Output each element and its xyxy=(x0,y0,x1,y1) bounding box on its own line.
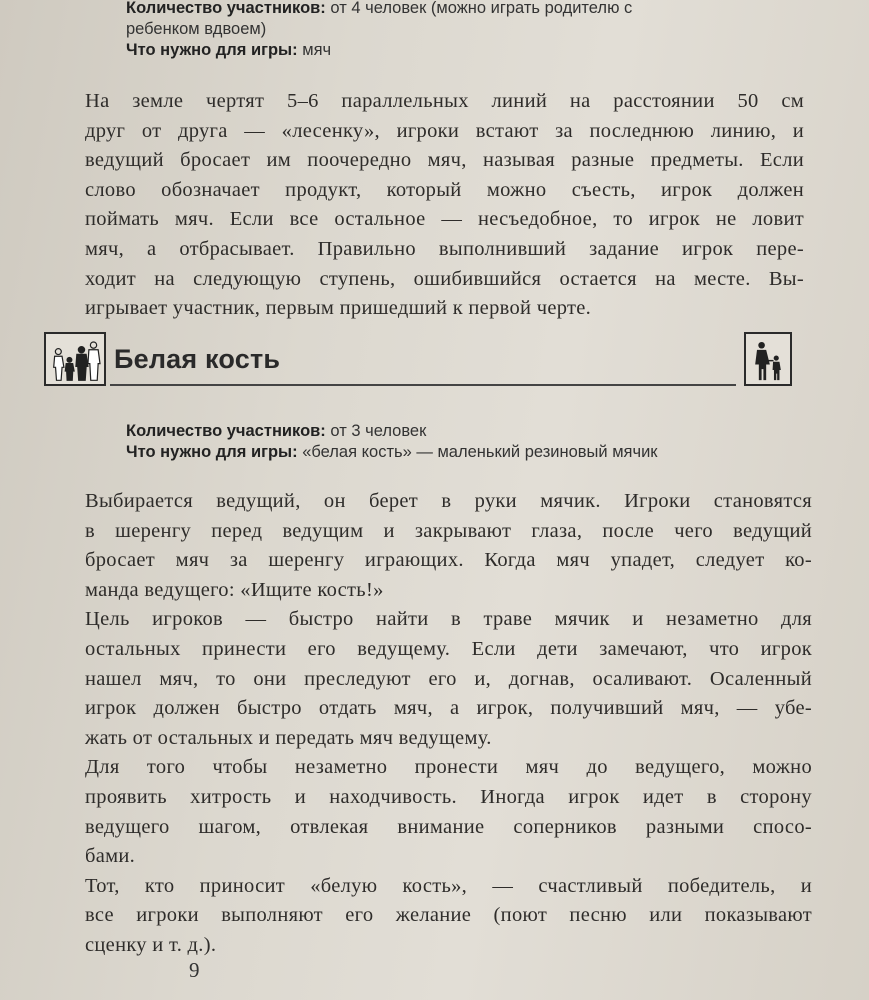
text-line: манда ведущего: «Ищите кость!» xyxy=(85,578,384,601)
text-line: игрок должен быстро отдать мяч, а игрок, получивший мяч, — убе- xyxy=(85,697,812,720)
game-header xyxy=(44,332,794,390)
text-line: Выбирается ведущий, он берет в руки мячик. Игроки становятся xyxy=(85,490,812,512)
game-rules xyxy=(52,487,812,961)
previous-game-rules xyxy=(52,87,804,324)
text-line: сценку и т. д.). xyxy=(85,933,217,956)
text-line: ведущий бросает им поочередно мяч, называя разные предметы. Если xyxy=(85,149,804,172)
participants-line xyxy=(126,421,806,442)
top-needs-label: Что нужно для игры: xyxy=(126,41,298,59)
top-needs-value: мяч xyxy=(302,41,332,59)
participants-value: от 3 человек xyxy=(330,422,427,440)
top-participants-label: Количество участников: xyxy=(126,0,326,17)
top-participants-line xyxy=(126,0,766,19)
text-line: нашел мяч, то они преследуют его и, догнав, осаливают. Осаленный xyxy=(85,667,812,690)
title-underline xyxy=(110,384,736,386)
needs-line xyxy=(126,442,806,463)
text-line: бами. xyxy=(85,845,136,868)
rules-paragraph xyxy=(52,487,812,605)
top-participants-value-2: ребенком вдвоем) xyxy=(126,20,267,38)
rules-paragraph xyxy=(52,872,812,961)
top-game-info xyxy=(126,0,766,61)
text-line: слово обозначает продукт, который можно съесть, игрок должен xyxy=(85,178,804,201)
text-line: Цель игроков — быстро найти в траве мячик и незаметно для xyxy=(85,608,812,631)
text-line: бросает мяч за шеренгу играющих. Когда мяч упадет, следует ко- xyxy=(85,549,812,572)
text-line: проявить хитрость и находчивость. Иногда игрок идет в сторону xyxy=(85,785,812,808)
text-line: жать от остальных и передать мяч ведущему. xyxy=(85,726,492,749)
parent-child-icon xyxy=(744,332,792,386)
rules-paragraph xyxy=(52,753,812,871)
text-line: Тот, кто приносит «белую кость», — счастливый победитель, и xyxy=(85,874,812,897)
text-line: поймать мяч. Если все остальное — несъедобное, то игрок не ловит xyxy=(85,208,804,231)
needs-label: Что нужно для игры: xyxy=(126,443,298,461)
rules-paragraph xyxy=(52,605,812,753)
text-line: мяч, а отбрасывает. Правильно выполнивший задание игрок пере- xyxy=(85,237,804,260)
participants-label: Количество участников: xyxy=(126,422,326,440)
text-line: друг от друга — «лесенку», игроки встают за последнюю линию, и xyxy=(85,119,804,142)
game-info xyxy=(126,421,806,463)
game-title: Белая кость xyxy=(114,344,281,374)
top-needs-line xyxy=(126,40,766,61)
family-group-icon xyxy=(44,332,106,386)
text-line: ходит на следующую ступень, ошибившийся остается на месте. Вы- xyxy=(85,267,804,290)
text-line: в шеренгу перед ведущим и закрывают глаза, после чего ведущий xyxy=(85,519,812,542)
text-line: ведущего шагом, отвлекая внимание соперников разными спосо- xyxy=(85,815,812,838)
text-line: все игроки выполняют его желание (поют песню или показывают xyxy=(85,904,812,927)
top-participants-value-1: от 4 человек (можно играть родителю с xyxy=(330,0,633,17)
text-line: игрывает участник, первым пришедший к первой черте. xyxy=(85,297,592,320)
page-number: 9 xyxy=(189,958,200,982)
needs-value: «белая кость» — маленький резиновый мячик xyxy=(302,443,658,461)
rules-paragraph xyxy=(52,87,804,324)
text-line: На земле чертят 5–6 параллельных линий на расстоянии 50 см xyxy=(85,90,804,112)
text-line: Для того чтобы незаметно пронести мяч до ведущего, можно xyxy=(85,756,812,779)
text-line: остальных принести его ведущему. Если дети замечают, что игрок xyxy=(85,637,812,660)
